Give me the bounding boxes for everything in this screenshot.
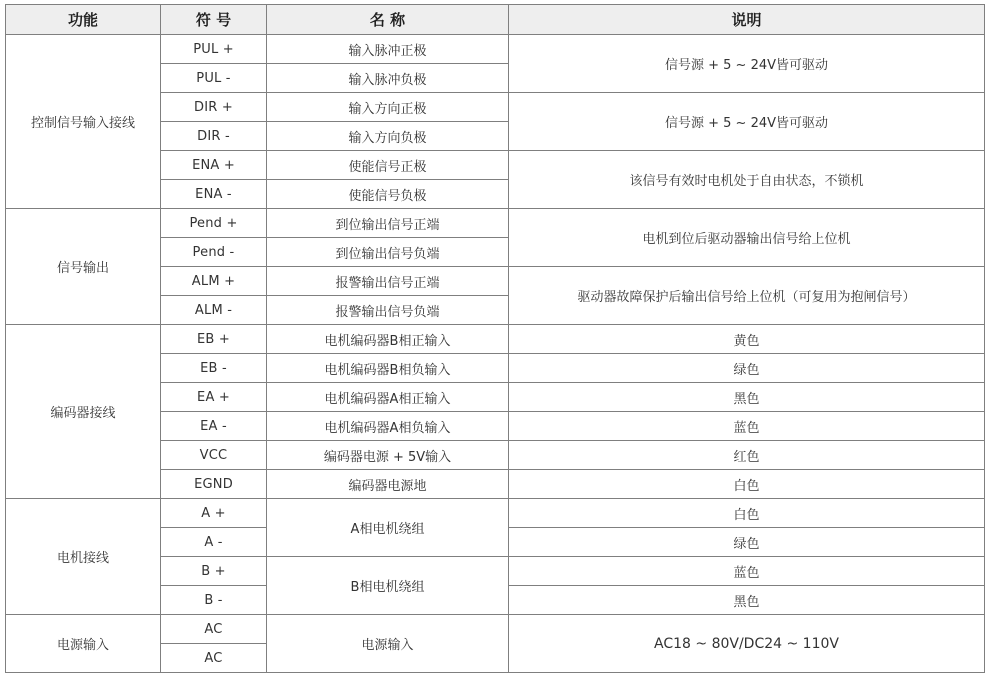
symbol-cell: ALM + [161,267,267,296]
table-row [6,325,985,354]
header-symbol: 符 号 [161,5,267,35]
name-cell: 输入方向正极 [267,93,509,122]
symbol-cell: DIR + [161,93,267,122]
description-cell: 黄色 [509,325,985,354]
name-cell: 电机编码器A相负输入 [267,412,509,441]
symbol-cell: Pend - [161,238,267,267]
symbol-cell: B + [161,557,267,586]
symbol-cell: AC [161,615,267,644]
name-cell: 输入脉冲正极 [267,35,509,64]
symbol-cell: A - [161,528,267,557]
description-cell: 信号源 + 5 ~ 24V皆可驱动 [509,35,985,93]
name-cell: 电机编码器B相负输入 [267,354,509,383]
description-cell: 驱动器故障保护后输出信号给上位机（可复用为抱闸信号） [509,267,985,325]
name-cell: 电源输入 [267,615,509,673]
symbol-cell: Pend + [161,209,267,238]
name-cell: B相电机绕组 [267,557,509,615]
name-cell: 使能信号负极 [267,180,509,209]
description-cell: 该信号有效时电机处于自由状态，不锁机 [509,151,985,209]
name-cell: 输入脉冲负极 [267,64,509,93]
name-cell: 编码器电源 + 5V输入 [267,441,509,470]
function-cell: 控制信号输入接线 [6,35,161,209]
symbol-cell: EA + [161,383,267,412]
name-cell: 到位输出信号负端 [267,238,509,267]
description-cell: 绿色 [509,528,985,557]
header-function: 功能 [6,5,161,35]
description-cell: 绿色 [509,354,985,383]
description-cell: 白色 [509,470,985,499]
symbol-cell: EA - [161,412,267,441]
name-cell: A相电机绕组 [267,499,509,557]
table-row [6,499,985,528]
function-cell: 信号输出 [6,209,161,325]
name-cell: 电机编码器A相正输入 [267,383,509,412]
description-cell: 蓝色 [509,412,985,441]
function-cell: 电源输入 [6,615,161,673]
function-cell: 电机接线 [6,499,161,615]
symbol-cell: EB - [161,354,267,383]
description-cell: 黑色 [509,383,985,412]
description-cell: AC18 ~ 80V/DC24 ~ 110V [509,615,985,673]
description-cell: 电机到位后驱动器输出信号给上位机 [509,209,985,267]
symbol-cell: PUL - [161,64,267,93]
symbol-cell: VCC [161,441,267,470]
symbol-cell: ALM - [161,296,267,325]
name-cell: 电机编码器B相正输入 [267,325,509,354]
name-cell: 输入方向负极 [267,122,509,151]
symbol-cell: DIR - [161,122,267,151]
symbol-cell: PUL + [161,35,267,64]
symbol-cell: EB + [161,325,267,354]
header-name: 名 称 [267,5,509,35]
description-cell: 信号源 + 5 ~ 24V皆可驱动 [509,93,985,151]
symbol-cell: EGND [161,470,267,499]
description-cell: 红色 [509,441,985,470]
header-description: 说明 [509,5,985,35]
symbol-cell: A + [161,499,267,528]
description-cell: 白色 [509,499,985,528]
symbol-cell: B - [161,586,267,615]
wiring-spec-table [5,4,985,673]
name-cell: 使能信号正极 [267,151,509,180]
symbol-cell: AC [161,644,267,673]
function-cell: 编码器接线 [6,325,161,499]
table-row [6,35,985,64]
name-cell: 编码器电源地 [267,470,509,499]
description-cell: 黑色 [509,586,985,615]
name-cell: 到位输出信号正端 [267,209,509,238]
name-cell: 报警输出信号负端 [267,296,509,325]
symbol-cell: ENA + [161,151,267,180]
table-row [6,209,985,238]
table-row [6,615,985,644]
symbol-cell: ENA - [161,180,267,209]
description-cell: 蓝色 [509,557,985,586]
header-row [6,5,985,35]
name-cell: 报警输出信号正端 [267,267,509,296]
